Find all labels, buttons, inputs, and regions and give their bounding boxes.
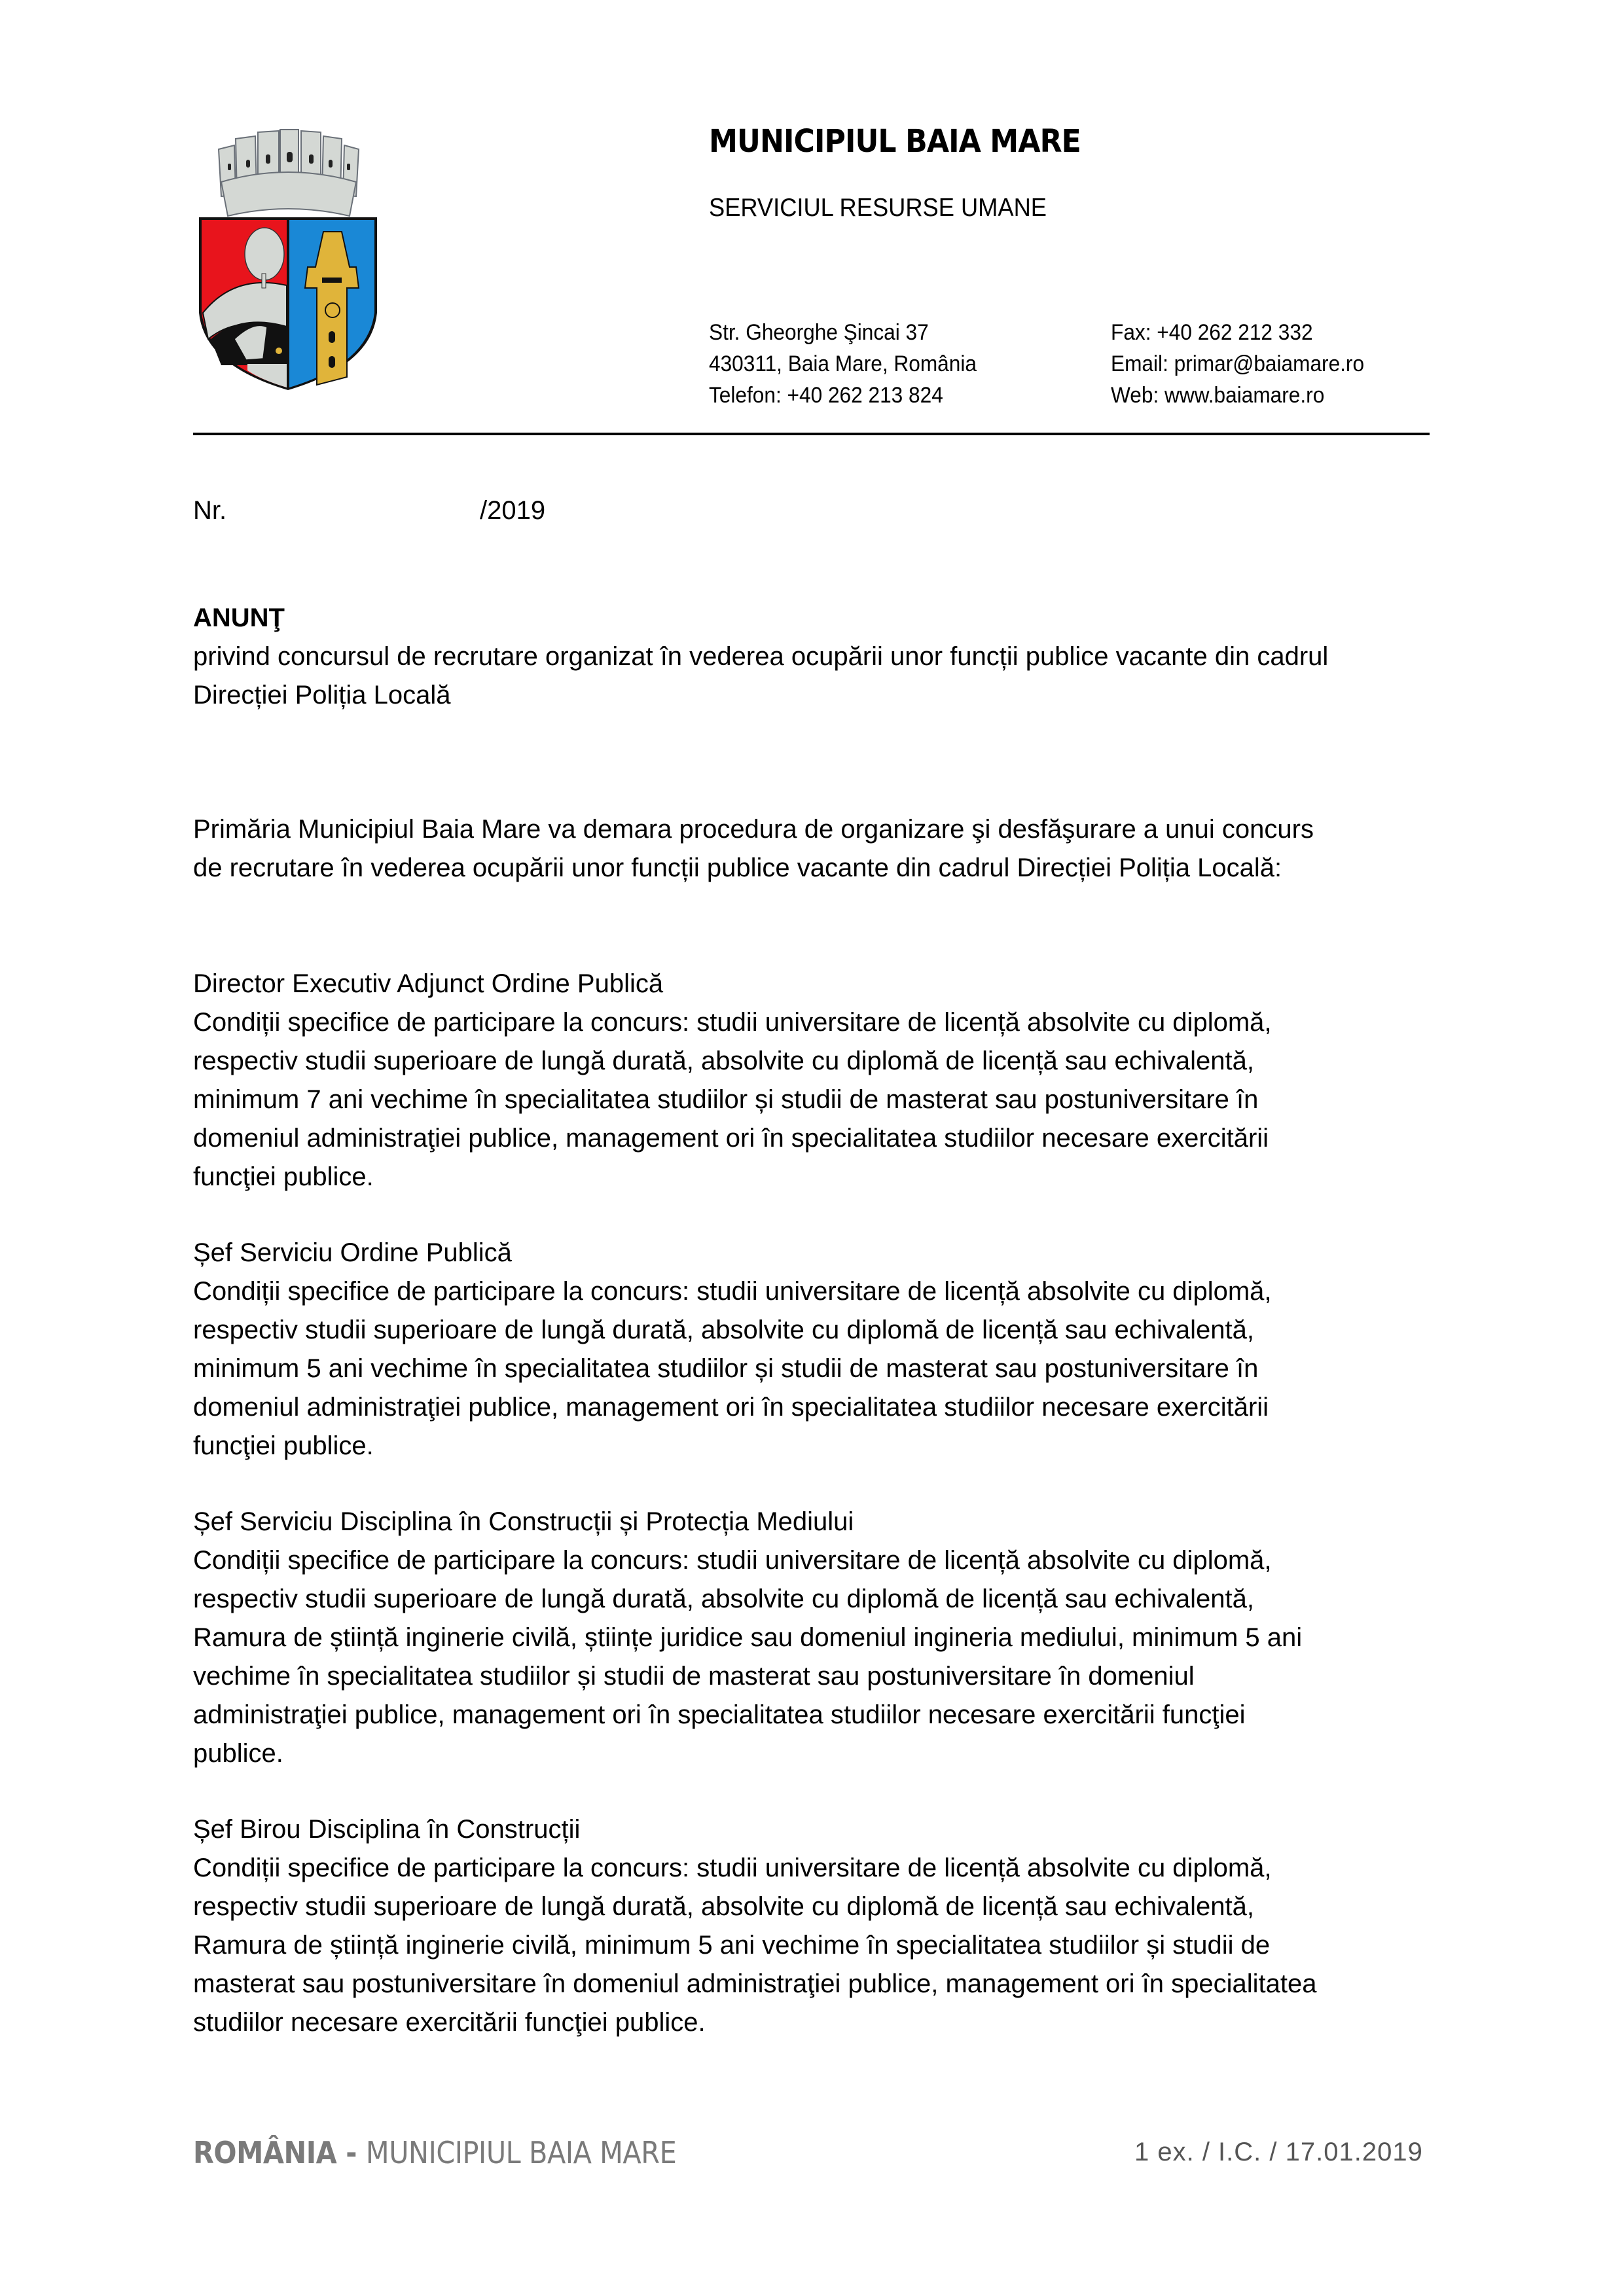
address-block [709, 317, 977, 411]
position-section [193, 1234, 1437, 1465]
position-condition-line: vechime în specialitatea studiilor și studii de masterat sau postuniversitare în domeniul [193, 1662, 1195, 1691]
fax-number: Fax: +40 262 212 332 [1111, 320, 1313, 345]
position-section [193, 1503, 1437, 1773]
document-title: ANUNŢ [193, 603, 285, 632]
intro-line: de recrutare în vederea ocupării unor funcții publice vacante din cadrul Direcției Poliția Locală: [193, 853, 1282, 882]
coat-of-arms-logo [195, 117, 381, 391]
position-section [193, 965, 1437, 1196]
document-body [193, 599, 1437, 2042]
position-condition-line: respectiv studii superioare de lungă durată, absolvite cu diplomă de licență sau echivalentă, [193, 1316, 1254, 1344]
position-title: Director Executiv Adjunct Ordine Publică [193, 969, 664, 998]
phone-number: Telefon: +40 262 213 824 [709, 383, 943, 408]
position-condition-line: studiilor necesare exercitării funcţiei publice. [193, 2008, 706, 2037]
email-address[interactable]: Email: primar@baiamare.ro [1111, 351, 1365, 376]
position-condition-line: minimum 5 ani vechime în specialitatea studiilor și studii de masterat sau postuniversitare în [193, 1354, 1259, 1383]
crest-icon [195, 117, 381, 391]
nr-label: Nr. [193, 496, 227, 525]
position-condition-line: masterat sau postuniversitare în domeniul administraţiei publice, management ori în specialitatea [193, 1969, 1317, 1998]
footer-reference: 1 ex. / I.C. / 17.01.2019 [1134, 2138, 1423, 2166]
city-address: 430311, Baia Mare, România [709, 351, 977, 376]
position-condition-line: Condiții specifice de participare la concurs: studii universitare de licență absolvite cu diplomă, [193, 1546, 1272, 1575]
position-condition-line: respectiv studii superioare de lungă durată, absolvite cu diplomă de licență sau echivalentă, [193, 1892, 1254, 1921]
website-link[interactable]: Web: www.baiamare.ro [1111, 383, 1325, 408]
position-section [193, 1810, 1437, 2042]
position-condition-line: domeniul administraţiei publice, management ori în specialitatea studiilor necesare exercitării [193, 1393, 1269, 1422]
intro-line: Primăria Municipiul Baia Mare va demara procedura de organizare şi desfăşurare a unui concurs [193, 815, 1314, 844]
department-name: SERVICIUL RESURSE UMANE [709, 194, 1047, 222]
intro-paragraph [193, 810, 1437, 888]
position-condition-line: domeniul administraţiei publice, management ori în specialitatea studiilor necesare exercitării [193, 1124, 1269, 1153]
position-condition-line: respectiv studii superioare de lungă durată, absolvite cu diplomă de licență sau echivalentă, [193, 1585, 1254, 1613]
position-condition-line: Condiții specifice de participare la concurs: studii universitare de licență absolvite cu diplomă, [193, 1854, 1272, 1882]
document-subtitle-line: Direcției Poliția Locală [193, 681, 451, 709]
footer-separator: - [336, 2135, 366, 2170]
position-condition-line: funcţiei publice. [193, 1162, 374, 1191]
footer-municipality: MUNICIPIUL BAIA MARE [365, 2135, 677, 2170]
position-condition-line: funcţiei publice. [193, 1431, 374, 1460]
document-subtitle-line: privind concursul de recrutare organizat în vederea ocupării unor funcții publice vacante din cadrul [193, 642, 1329, 671]
position-condition-line: publice. [193, 1739, 283, 1768]
position-condition-line: Ramura de știință inginerie civilă, minimum 5 ani vechime în specialitatea studiilor și studii de [193, 1931, 1271, 1960]
position-title: Șef Serviciu Ordine Publică [193, 1238, 512, 1267]
position-condition-line: Condiții specifice de participare la concurs: studii universitare de licență absolvite cu diplomă, [193, 1008, 1272, 1037]
position-condition-line: Ramura de știință inginerie civilă, științe juridice sau domeniul ingineria mediului, minimum 5 ani [193, 1623, 1303, 1652]
institution-name: MUNICIPIUL BAIA MARE [709, 123, 1081, 160]
footer-country: ROMÂNIA [193, 2135, 337, 2170]
position-title: Șef Birou Disciplina în Construcții [193, 1815, 581, 1844]
position-condition-line: minimum 7 ani vechime în specialitatea studiilor și studii de masterat sau postuniversitare în [193, 1085, 1259, 1114]
nr-year: /2019 [480, 496, 546, 525]
position-condition-line: respectiv studii superioare de lungă durată, absolvite cu diplomă de licență sau echivalentă, [193, 1047, 1254, 1075]
footer-branding [193, 2135, 676, 2170]
position-condition-line: administraţiei publice, management ori în specialitatea studiilor necesare exercitării funcţiei [193, 1700, 1246, 1729]
position-title: Șef Serviciu Disciplina în Construcții și Protecția Mediului [193, 1507, 854, 1536]
position-condition-line: Condiții specifice de participare la concurs: studii universitare de licență absolvite cu diplomă, [193, 1277, 1272, 1306]
street-address: Str. Gheorghe Şincai 37 [709, 320, 929, 345]
contact-block [1111, 317, 1364, 411]
header-divider [193, 433, 1430, 435]
